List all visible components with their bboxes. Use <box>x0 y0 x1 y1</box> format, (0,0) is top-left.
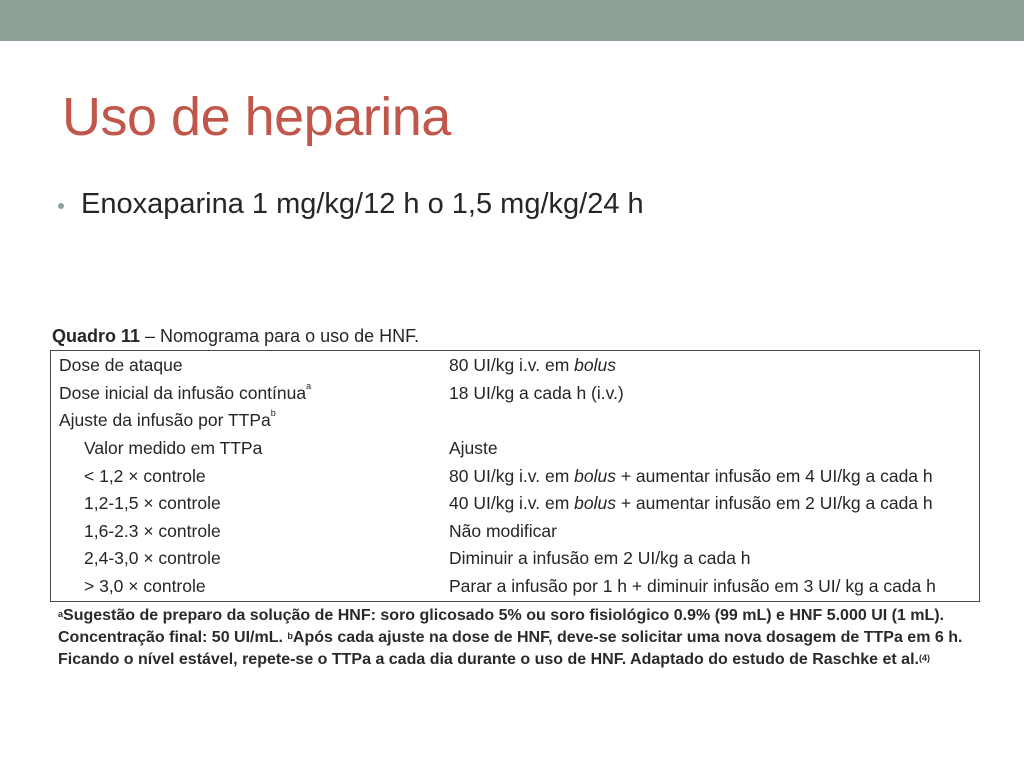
table-row <box>51 545 979 573</box>
row-value: Diminuir a infusão em 2 UI/kg a cada h <box>449 548 751 569</box>
row-label: Dose inicial da infusão contínua$^a$ <box>59 380 312 403</box>
table-row <box>51 407 979 435</box>
top-decorative-band <box>0 0 1024 41</box>
footnote-line: Ficando o nível estável, repete-se o TTPa a cada dia durante o uso de HNF. Adaptado do estudo de Raschke et al.$^{(4)}$ <box>58 651 930 669</box>
row-value: 40 UI/kg i.v. em bolus + aumentar infusão em 2 UI/kg a cada h <box>449 493 933 514</box>
slide-title: Uso de heparina <box>62 87 451 147</box>
nomogram-table <box>50 350 980 602</box>
row-label: 1,6-2.3 × controle <box>84 520 221 541</box>
figure-footnotes <box>50 602 980 671</box>
row-value: 18 UI/kg a cada h (i.v.) <box>449 382 624 403</box>
row-label: Ajuste da infusão por TTPa$^b$ <box>59 408 276 431</box>
row-label: 2,4-3,0 × controle <box>84 548 221 569</box>
figure-caption <box>50 322 980 350</box>
table-row <box>51 435 979 463</box>
row-label: Dose de ataque <box>59 355 183 376</box>
row-value: Ajuste <box>449 438 498 459</box>
row-label: < 1,2 × controle <box>84 465 206 486</box>
bullet-item <box>58 188 644 221</box>
bullet-text: Enoxaparina 1 mg/kg/12 h o 1,5 mg/kg/24 h <box>81 188 644 220</box>
caption-text: Nomograma para o uso de HNF. <box>160 326 420 346</box>
row-value: Parar a infusão por 1 h + diminuir infusão em 3 UI/ kg a cada h <box>449 576 936 597</box>
row-label: 1,2-1,5 × controle <box>84 493 221 514</box>
nomogram-figure <box>50 322 980 671</box>
table-row <box>51 490 979 518</box>
table-row <box>51 462 979 490</box>
table-row <box>51 573 979 601</box>
row-label: Valor medido em TTPa <box>84 438 263 459</box>
bullet-dot-icon <box>58 203 64 209</box>
row-label: > 3,0 × controle <box>84 576 206 597</box>
footnote-line: Concentração final: 50 UI/mL. $^b$Após cada ajuste na dose de HNF, deve-se solicitar uma nova dosagem de TTPa em 6 h. <box>58 629 963 647</box>
row-value: Não modificar <box>449 520 557 541</box>
caption-dash: – <box>140 326 161 346</box>
table-row <box>51 518 979 546</box>
caption-label: Quadro 11 <box>52 326 141 346</box>
row-value: 80 UI/kg i.v. em bolus + aumentar infusão em 4 UI/kg a cada h <box>449 465 933 486</box>
footnote-line: $^a$Sugestão de preparo da solução de HNF: soro glicosado 5% ou soro fisiológico 0.9% (99 mL) e HNF 5.000 UI (1 mL). <box>58 607 945 625</box>
table-row <box>51 380 979 408</box>
row-value: 80 UI/kg i.v. em bolus <box>449 355 616 376</box>
table-row <box>51 352 979 380</box>
